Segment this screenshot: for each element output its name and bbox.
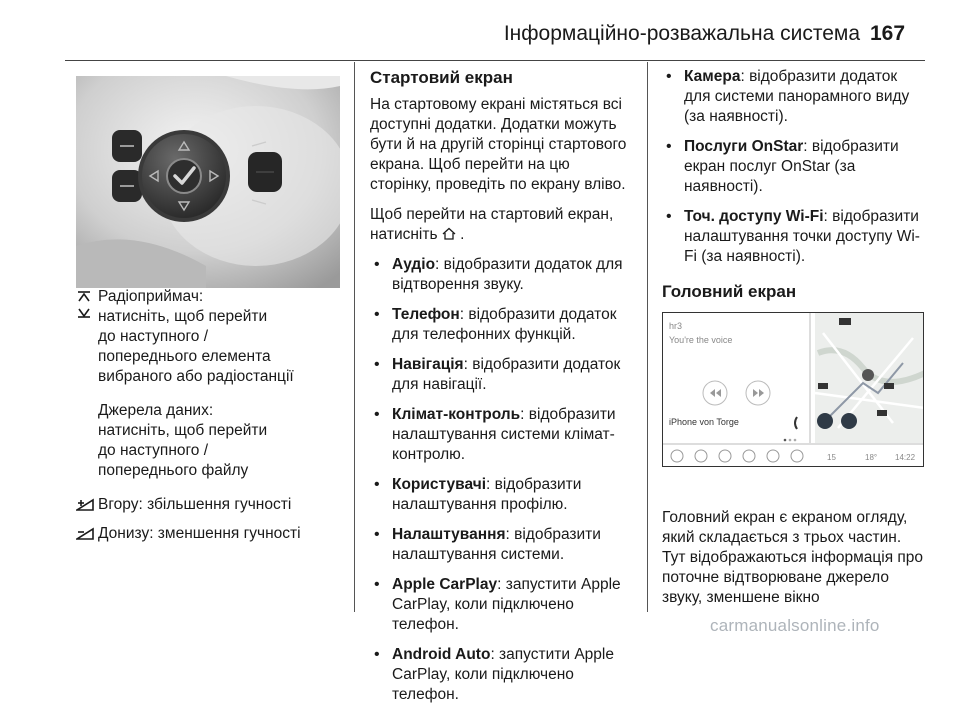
home-screen-heading: Стартовий екран: [370, 68, 513, 87]
home-howto-text: Щоб перейти на стартовий екран, натисніть: [370, 206, 614, 243]
app-item-wifi-hotspot: [662, 207, 927, 267]
column-divider-2: [647, 62, 648, 612]
main-screen-svg: [663, 313, 924, 467]
column-divider-1: [354, 62, 355, 612]
app-desc: : відобразити налаштування системи.: [392, 526, 601, 563]
app-item-onstar: [662, 137, 927, 197]
volume-down-text: Донизу: зменшення гучності: [98, 525, 301, 542]
app-term: Клімат-контроль: [392, 406, 521, 423]
app-term: Камера: [684, 68, 741, 85]
radio-line-3: попереднього елемента: [98, 348, 271, 365]
sources-line-3: до наступного /: [98, 442, 209, 459]
radio-seek-text: [98, 287, 294, 387]
app-term: Apple CarPlay: [392, 576, 498, 593]
app-term: Налаштування: [392, 526, 506, 543]
sources-line-4: попереднього файлу: [98, 462, 249, 479]
screen-phone: iPhone von Torge: [669, 417, 739, 427]
footer-watermark: carmanualsonline.info: [710, 616, 880, 635]
app-term: Послуги OnStar: [684, 138, 804, 155]
app-item-carplay: [370, 575, 633, 635]
app-item-users: [370, 475, 633, 515]
main-screen-paragraph-wrap: [662, 508, 927, 618]
volume-up-text: Вгору: збільшення гучності: [98, 496, 292, 513]
radio-seek-item: [76, 287, 346, 387]
sources-block: [76, 401, 346, 481]
volume-down-glyph: [76, 527, 94, 541]
screen-signal: 15: [827, 453, 836, 462]
app-desc: : запустити Apple CarPlay, коли підключено телефон.: [392, 576, 621, 633]
home-howto-end: .: [460, 226, 465, 243]
radio-line-2: до наступного /: [98, 328, 209, 345]
volume-up-icon: [76, 495, 98, 518]
main-screen-illustration: [662, 312, 924, 467]
app-desc: : відобразити додаток для системи панорамного виду (за наявності).: [684, 68, 910, 125]
volume-down-item: [76, 524, 346, 547]
app-desc: : запустити Apple CarPlay, коли підключено телефон.: [392, 646, 614, 703]
main-screen-heading: Головний екран: [662, 282, 797, 301]
left-column: [76, 287, 346, 547]
app-term: Android Auto: [392, 646, 491, 663]
app-item-climate: [370, 405, 633, 465]
app-term: Точ. доступу Wi-Fi: [684, 208, 824, 225]
app-term: Користувачі: [392, 476, 487, 493]
app-desc: : відобразити екран послуг OnStar (за наявності).: [684, 138, 899, 195]
app-term: Навігація: [392, 356, 464, 373]
app-desc: : відобразити додаток для телефонних функцій.: [392, 306, 617, 343]
app-item-audio: [370, 255, 633, 295]
app-item-phone: [370, 305, 633, 345]
app-item-navigation: [370, 355, 633, 395]
middle-column: [370, 67, 633, 715]
header-rule: [65, 60, 925, 61]
radio-label: Радіоприймач:: [98, 288, 204, 305]
screen-source: hr3: [669, 321, 683, 331]
seek-icon-glyph: [76, 290, 92, 320]
app-term: Аудіо: [392, 256, 436, 273]
screen-time: 14:22: [895, 453, 916, 462]
apps-list-continued: [662, 67, 927, 267]
app-item-camera: [662, 67, 927, 127]
app-desc: : відобразити додаток для навігації.: [392, 356, 621, 393]
home-icon: [442, 226, 460, 243]
home-screen-howto: [370, 205, 633, 245]
sources-line-1: Джерела даних:: [98, 402, 214, 419]
steering-wheel-controls-photo: [76, 76, 340, 288]
volume-down-icon: [76, 524, 98, 547]
app-desc: : відобразити налаштування профілю.: [392, 476, 582, 513]
app-desc: : відобразити налаштування системи клімат-контролю.: [392, 406, 616, 463]
app-item-android-auto: [370, 645, 633, 705]
steering-wheel-illustration: [76, 76, 340, 288]
screen-temp: 18°: [865, 453, 878, 462]
running-header-title: Інформаційно-розважальна система: [503, 22, 860, 45]
screen-track: You're the voice: [669, 335, 733, 345]
home-screen-intro: На стартовому екрані містяться всі доступні додатки. Додатки можуть бути й на другій сторінці стартового екрана. Щоб перейти на цю сторінку, проведіть по екрану вліво.: [370, 96, 627, 193]
app-item-settings: [370, 525, 633, 565]
volume-up-glyph: [76, 498, 94, 512]
main-screen-paragraph: Головний екран є екраном огляду, який складається з трьох частин. Тут відображаються інформація про поточне відтворюване джерело звуку, зменшене вікно: [662, 509, 924, 606]
apps-list: [370, 255, 633, 705]
right-column: [662, 67, 927, 309]
page-number: 167: [870, 22, 906, 45]
app-desc: : відобразити налаштування точки доступу Wi-Fi (за наявності).: [684, 208, 920, 265]
home-icon-glyph: [442, 227, 456, 240]
app-desc: : відобразити додаток для відтворення звуку.: [392, 256, 623, 293]
radio-line-1: натисніть, щоб перейти: [98, 308, 268, 325]
radio-line-4: вибраного або радіостанції: [98, 368, 294, 385]
app-term: Телефон: [392, 306, 460, 323]
seek-up-down-icon: [76, 287, 98, 387]
sources-line-2: натисніть, щоб перейти: [98, 422, 268, 439]
volume-up-item: [76, 495, 346, 518]
